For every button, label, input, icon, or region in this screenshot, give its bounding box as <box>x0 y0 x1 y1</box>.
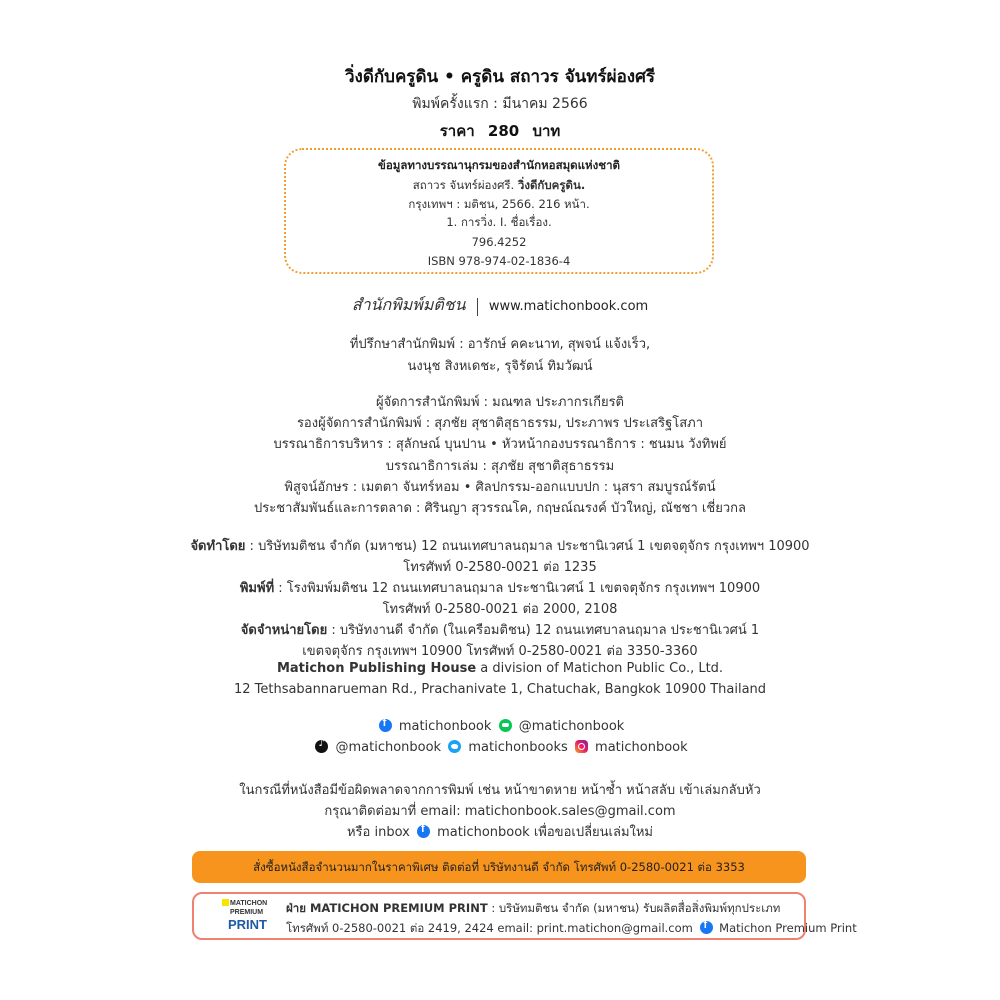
printed-at-text: : โรงพิมพ์มติชน 12 ถนนเทศบาลนฤมาล ประชานิเวศน์ 1 เขตจตุจักร กรุงเทพฯ 10900 <box>274 581 761 596</box>
proof-design-line: พิสูจน์อักษร : เมตตา จันทร์หอม • ศิลปกรรม-ออกแบบปก : นุสรา สมบูรณ์รัตน์ <box>284 480 716 495</box>
notice-line-3 <box>0 821 1000 842</box>
print-service-contact: โทรศัพท์ 0-2580-0021 ต่อ 2419, 2424 email: print.matichon@gmail.com <box>286 921 693 935</box>
produced-by-text: : บริษัทมติชน จำกัด (มหาชน) 12 ถนนเทศบาลนฤมาล ประชานิเวศน์ 1 เขตจตุจักร กรุงเทพฯ 10900 <box>245 539 810 554</box>
cip-book-title: วิ่งดีกับครูดิน. <box>517 178 586 192</box>
notice-line-2: กรุณาติดต่อมาที่ email: matichonbook.sales@gmail.com <box>324 804 676 819</box>
logo-square-icon <box>222 899 229 906</box>
social-row-1 <box>0 719 1000 734</box>
printed-phone: โทรศัพท์ 0-2580-0021 ต่อ 2000, 2108 <box>382 602 618 617</box>
editors-line: บรรณาธิการบริหาร : สุลักษณ์ บุนปาน • หัวหน้ากองบรรณาธิการ : ชนมน วังทิพย์ <box>273 437 727 452</box>
edition-info: พิมพ์ครั้งแรก : มีนาคม 2566 <box>412 96 588 112</box>
tiktok-handle[interactable]: @matichonbook <box>335 740 442 755</box>
facebook-icon <box>417 825 430 838</box>
cip-author-title <box>286 177 712 195</box>
divider <box>477 298 478 316</box>
notice-facebook-handle[interactable]: matichonbook <box>437 825 530 840</box>
cip-author: สถาวร จันทร์ผ่องศรี. <box>412 178 515 192</box>
cip-imprint: กรุงเทพฯ : มติชน, 2566. 216 หน้า. <box>408 197 590 211</box>
cip-heading: ข้อมูลทางบรรณานุกรมของสำนักหอสมุดแห่งชาติ <box>378 158 620 172</box>
distributed-line-2: เขตจตุจักร กรุงเทพฯ 10900 โทรศัพท์ 0-2580-0021 ต่อ 3350-3360 <box>302 644 698 659</box>
deputy-manager-line: รองผู้จัดการสำนักพิมพ์ : สุภชัย สุชาติสุธาธรรม, ประภาพร ประเสริฐโสภา <box>296 416 704 431</box>
logo-line-1: MATICHON <box>230 900 268 907</box>
premium-print-logo <box>222 898 282 936</box>
manager-line: ผู้จัดการสำนักพิมพ์ : มณฑล ประภากรเกียรติ <box>376 395 624 410</box>
print-service-line-1 <box>286 900 780 918</box>
produced-by-label: จัดทำโดย <box>190 539 246 554</box>
logo-line-2: PREMIUM <box>230 909 264 916</box>
twitter-handle[interactable]: matichonbooks <box>468 740 568 755</box>
notice-exchange-text: เพื่อขอเปลี่ยนเล่มใหม่ <box>533 825 654 840</box>
instagram-handle[interactable]: matichonbook <box>595 740 688 755</box>
cip-box <box>284 148 714 274</box>
book-editor-line: บรรณาธิการเล่ม : สุภชัย สุชาติสุธาธรรม <box>385 459 615 474</box>
publisher-website[interactable]: www.matichonbook.com <box>488 299 649 314</box>
publishing-house-desc: a division of Matichon Public Co., Ltd. <box>476 661 724 676</box>
social-row-2 <box>0 740 1000 755</box>
distributed-by-label: จัดจำหน่ายโดย <box>240 623 328 638</box>
line-handle[interactable]: @matichonbook <box>518 719 625 734</box>
produced-phone: โทรศัพท์ 0-2580-0021 ต่อ 1235 <box>403 560 597 575</box>
print-service-label: ฝ่าย MATICHON PREMIUM PRINT <box>286 901 488 915</box>
publishing-house-name: Matichon Publishing House <box>276 661 477 676</box>
cip-isbn: ISBN 978-974-02-1836-4 <box>427 254 571 268</box>
line-icon <box>499 719 512 732</box>
price-label: ราคา <box>439 122 475 140</box>
pr-marketing-line: ประชาสัมพันธ์และการตลาด : ศิรินญา สุวรรณโค, กฤษณ์ณรงค์ บัวใหญ่, ณัชชา เชี่ยวกล <box>254 501 746 516</box>
printed-at-line <box>0 577 1000 598</box>
facebook-handle[interactable]: matichonbook <box>398 719 492 734</box>
advisors-line-1: ที่ปรึกษาสำนักพิมพ์ : อารักษ์ คคะนาท, สุพจน์ แจ้งเร็ว, <box>349 337 651 352</box>
logo-line-3: PRINT <box>228 917 267 932</box>
print-service-facebook[interactable]: Matichon Premium Print <box>719 921 857 935</box>
facebook-icon <box>379 719 392 732</box>
tiktok-icon <box>315 740 328 753</box>
distributed-by-line <box>0 619 1000 640</box>
publishing-house-address: 12 Tethsabannarueman Rd., Prachanivate 1, Chatuchak, Bangkok 10900 Thailand <box>233 682 767 697</box>
notice-inbox-text: หรือ inbox <box>346 825 410 840</box>
notice-line-1: ในกรณีที่หนังสือมีข้อผิดพลาดจากการพิมพ์ เช่น หน้าขาดหาย หน้าซ้ำ หน้าสลับ เข้าเล่มกลับหัว <box>239 783 761 798</box>
twitter-icon <box>448 740 461 753</box>
bulk-order-banner: สั่งซื้อหนังสือจำนวนมากในราคาพิเศษ ติดต่อที่ บริษัทงานดี จำกัด โทรศัพท์ 0-2580-0021 ต่อ 3353 <box>192 851 806 883</box>
advisors-line-2: นงนุช สิงหเดชะ, รุจิรัตน์ ทิมวัฒน์ <box>407 359 593 374</box>
premium-print-box <box>192 892 857 940</box>
book-title: วิ่งดีกับครูดิน • ครูดิน สถาวร จันทร์ผ่องศรี <box>344 67 656 87</box>
price-value: 280 <box>487 122 520 140</box>
cip-subjects: 1. การวิ่ง. I. ชื่อเรื่อง. <box>446 215 552 229</box>
price <box>0 119 1000 143</box>
facebook-icon <box>700 921 713 934</box>
publisher-logo: สำนักพิมพ์มติชน <box>351 295 466 314</box>
publishing-house-line <box>0 661 1000 676</box>
distributed-by-text: : บริษัทงานดี จำกัด (ในเครือมติชน) 12 ถนนเทศบาลนฤมาล ประชานิเวศน์ 1 <box>327 623 760 638</box>
instagram-icon <box>575 740 588 753</box>
produced-by-line <box>0 535 1000 556</box>
publisher-row <box>0 293 1000 318</box>
printed-at-label: พิมพ์ที่ <box>239 581 275 596</box>
print-service-line-2 <box>286 920 857 938</box>
cip-classification: 796.4252 <box>471 235 527 249</box>
price-unit: บาท <box>532 122 561 140</box>
print-service-desc: : บริษัทมติชน จำกัด (มหาชน) รับผลิตสื่อสิ่งพิมพ์ทุกประเภท <box>487 901 781 915</box>
